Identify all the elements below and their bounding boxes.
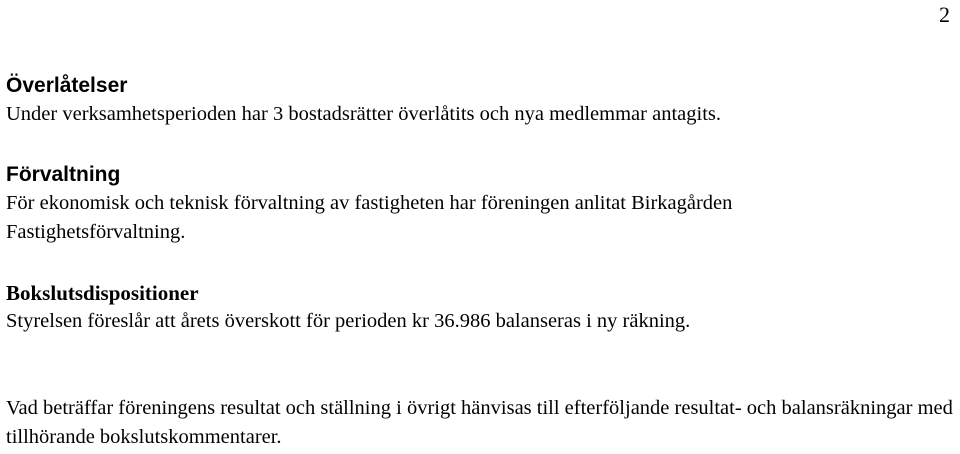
section-forvaltning [6, 161, 956, 247]
section-bokslutsdispositioner [6, 279, 956, 336]
section-heading: Förvaltning [6, 163, 121, 186]
closing-paragraph [6, 394, 956, 452]
closing-text: Vad beträffar föreningens resultat och ställning i övrigt hänvisas till efterföljande resultat- och balansräkningar med tillhörande bokslutskommentarer. [6, 397, 953, 448]
section-overlatelser [6, 72, 956, 129]
section-body: För ekonomisk och teknisk förvaltning av fastigheten har föreningen anlitat Birkagården Fastighetsförvaltning. [6, 192, 733, 243]
section-body: Styrelsen föreslår att årets överskott för perioden kr 36.986 balanseras i ny räkning. [6, 310, 691, 332]
section-heading: Bokslutsdispositioner [6, 281, 199, 305]
page-number: 2 [939, 2, 950, 27]
section-heading: Överlåtelser [6, 74, 128, 97]
section-body: Under verksamhetsperioden har 3 bostadsrätter överlåtits och nya medlemmar antagits. [6, 103, 721, 125]
